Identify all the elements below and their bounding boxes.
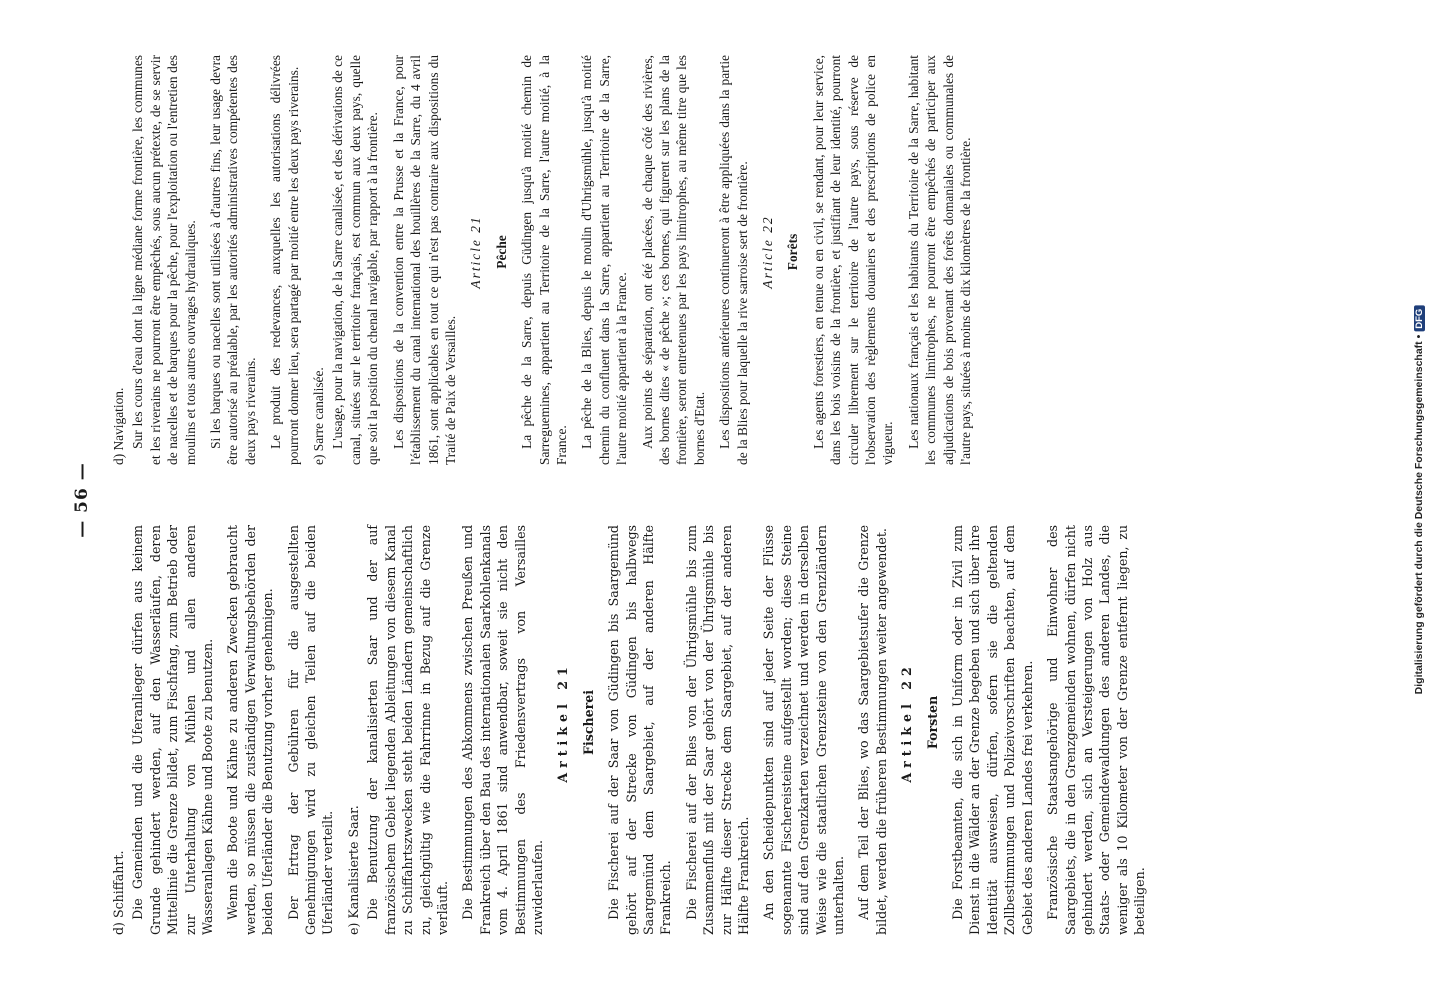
article-21-title: Article 21 [468, 215, 484, 289]
paragraph: An den Scheidepunkten sind auf jeder Seite der Flüsse sogenannte Fischereisteine aufgestellt worden; diese Steine sind auf den Grenzkarten verzeichnet und werden in derselben Weise wie die staatlichen Grenzsteine von den Grenzländern unterhalten. [761, 525, 847, 935]
paragraph: Les dispositions antérieures continueront à être appliquées dans la partie de la Blies pour laquelle la rive sarroise sert de frontière. [717, 55, 750, 465]
paragraph: Die Gemeinden und die Uferanlieger dürfen aus keinem Grunde gehindert werden, auf den Wasserläufen, deren Mittellinie die Grenze bildet, zum Fischfang, zum Betrieb oder zur Unterhaltung von Mühlen und allen anderen Wasseranlagen Kähne und Boote zu benutzen. [130, 525, 216, 935]
article-21-subtitle: Fischerei [580, 689, 596, 755]
paragraph: Die Fischerei auf der Blies von der Ührigsmühle bis zum Zusammenfluß mit der Saar gehört von der Ührigsmühle bis zur Hälfte dieser Strecke dem Saargebiet, auf der anderen Hälfte Frankreich. [683, 525, 751, 935]
paragraph: Französische Staatsangehörige und Einwohner des Saargebiets, die in den Grenzgemeinden wohnen, dürfen nicht gehindert werden, sich an Versteigerungen von Holz aus Staats- oder Gemeindewaldungen des anderen Landes, die weniger als 10 Kilometer von der Grenze entfernt liegen, zu beteiligen. [1045, 525, 1148, 935]
paragraph: Die Benutzung der kanalisierten Saar und der auf französischem Gebiet liegenden Ableitungen von diesem Kanal zu Schiffahrtszwecken steht beiden Ländern gemeinschaftlich zu, gleichgültig wie die Fahrrinne in Bezug auf die Grenze verläuft. [365, 525, 450, 935]
article-21-title: Artikel 21 [555, 662, 571, 783]
paragraph: Der Ertrag der Gebühren für die ausgestellten Genehmigungen wird zu gleichen Teilen auf die beiden Uferländer verteilt. [285, 525, 336, 935]
dfg-logo: DFG [1414, 306, 1425, 332]
paragraph: La pêche de la Blies, depuis le moulin d'Uhrigsmühle, jusqu'à moitié chemin du confluent dans la Sarre, appartient au Territoire de la Sarre, l'autre moitié appartient à la France. [579, 55, 630, 465]
paragraph: Die Fischerei auf der Saar von Güdingen bis Saargemünd gehört auf der Strecke von Güdingen bis halbwegs Saargemünd dem Saargebiet, auf der anderen Hälfte Frankreich. [606, 525, 674, 935]
section-heading-d: d) Schiffahrt. [111, 850, 126, 935]
paragraph: Les nationaux français et les habitants du Territoire de la Sarre, habitant les communes limitrophes, ne pourront être empêchés de participer aux adjudications de bois provenant des forêts domaniales ou communales de l'autre pays, situées à moins de dix kilomètres de la frontière. [905, 55, 974, 465]
section-heading-d: d) Navigation. [111, 387, 126, 465]
paragraph: Si les barques ou nacelles sont utilisées à d'autres fins, leur usage devra être autorisé au préalable, par les autorités administratives compétentes des deux pays riverains. [208, 55, 258, 465]
digitization-credit [1404, 0, 1434, 1000]
article-22-subtitle: Forêts [785, 233, 801, 271]
paragraph: Wenn die Boote und Kähne zu anderen Zwecken gebraucht werden, so müssen die zuständigen Verwaltungsbehörden der beiden Uferländer die Benutzung vorher genehmigen. [225, 525, 276, 935]
article-22-subtitle: Forsten [924, 695, 940, 750]
french-column [110, 55, 982, 465]
article-21-subtitle: Pêche [493, 235, 509, 269]
paragraph: Auf dem Teil der Blies, wo das Saargebietsufer die Grenze bildet, werden die früheren Bestimmungen weiter angewendet. [856, 525, 889, 935]
paragraph: L'usage, pour la navigation, de la Sarre canalisée, et des dérivations de ce canal, situées sur le territoire français, est commun aux deux pays, quelle que soit la position du chenal navigable, par rapport à la frontière. [330, 55, 381, 465]
paragraph: Die Bestimmungen des Abkommens zwischen Preußen und Frankreich über den Bau des internationalen Saarkohlenkanals vom 4. April 1861 sind anwendbar, soweit sie nicht den Bestimmungen des Friedensvertrags von Versailles zuwiderlaufen. [460, 525, 545, 935]
paragraph: Sur les cours d'eau dont la ligne médiane forme frontière, les communes et les riverains ne pourront être empêchés, sous aucun prétexte, de se servir de nacelles et de barques pour la pêche, pour l'exploitation ou l'entretien des moulins et tous autres ouvrages hydrauliques. [130, 55, 198, 465]
paragraph: Les dispositions de la convention entre la Prusse et la France, pour l'établissement du canal international des houillères de la Sarre, du 4 avril 1861, sont applicables en tout ce qui n'est pas contraire aux dispositions du Traité de Paix de Versailles. [390, 55, 458, 465]
german-column [110, 525, 1157, 935]
paragraph: Aux points de séparation, ont été placées, de chaque côté des rivières, des bornes dites « de pêche »; ces bornes, qui figurent sur les plans de la frontière, seront entretenues par les pays limitrophes, au même titre que les bornes d'Etat. [639, 55, 707, 465]
paragraph: La pêche de la Sarre, depuis Güdingen jusqu'à moitié chemin de Sarreguemines, appartient au Territoire de la Sarre, l'autre moitié, à la France. [519, 55, 569, 465]
section-heading-e: e) Sarre canalisée. [311, 367, 327, 465]
section-heading-e: e) Kanalisierte Saar. [345, 805, 361, 935]
article-22-title: Article 22 [760, 215, 775, 289]
credit-text: Digitalisierung gefördert durch die Deutsche Forschungsgemeinschaft • [1413, 334, 1425, 695]
article-22-title: Artikel 22 [899, 662, 915, 783]
paragraph: Les agents forestiers, en tenue ou en civil, se rendant, pour leur service, dans les bois voisins de la frontière, et justifiant de leur identité, pourront circuler librement sur le territoire de l'autre pays, sous réserve de l'observation des règlements douaniers et des prescriptions de police en vigueur. [810, 55, 896, 465]
paragraph: Le produit des redevances, auxquelles les autorisations délivrées pourront donner lieu, sera partagé par moitié entre les deux pays riverains. [268, 55, 301, 465]
page-number: — 56 — [72, 462, 92, 538]
paragraph: Die Forstbeamten, die sich in Uniform oder in Zivil zum Dienst in die Wälder an der Grenze begeben und sich über ihre Identität ausweisen, dürfen, sofern sie die geltenden Zollbestimmungen und Polizeivorschriften beachten, auf dem Gebiet des anderen Landes frei verkehren. [950, 525, 1035, 935]
